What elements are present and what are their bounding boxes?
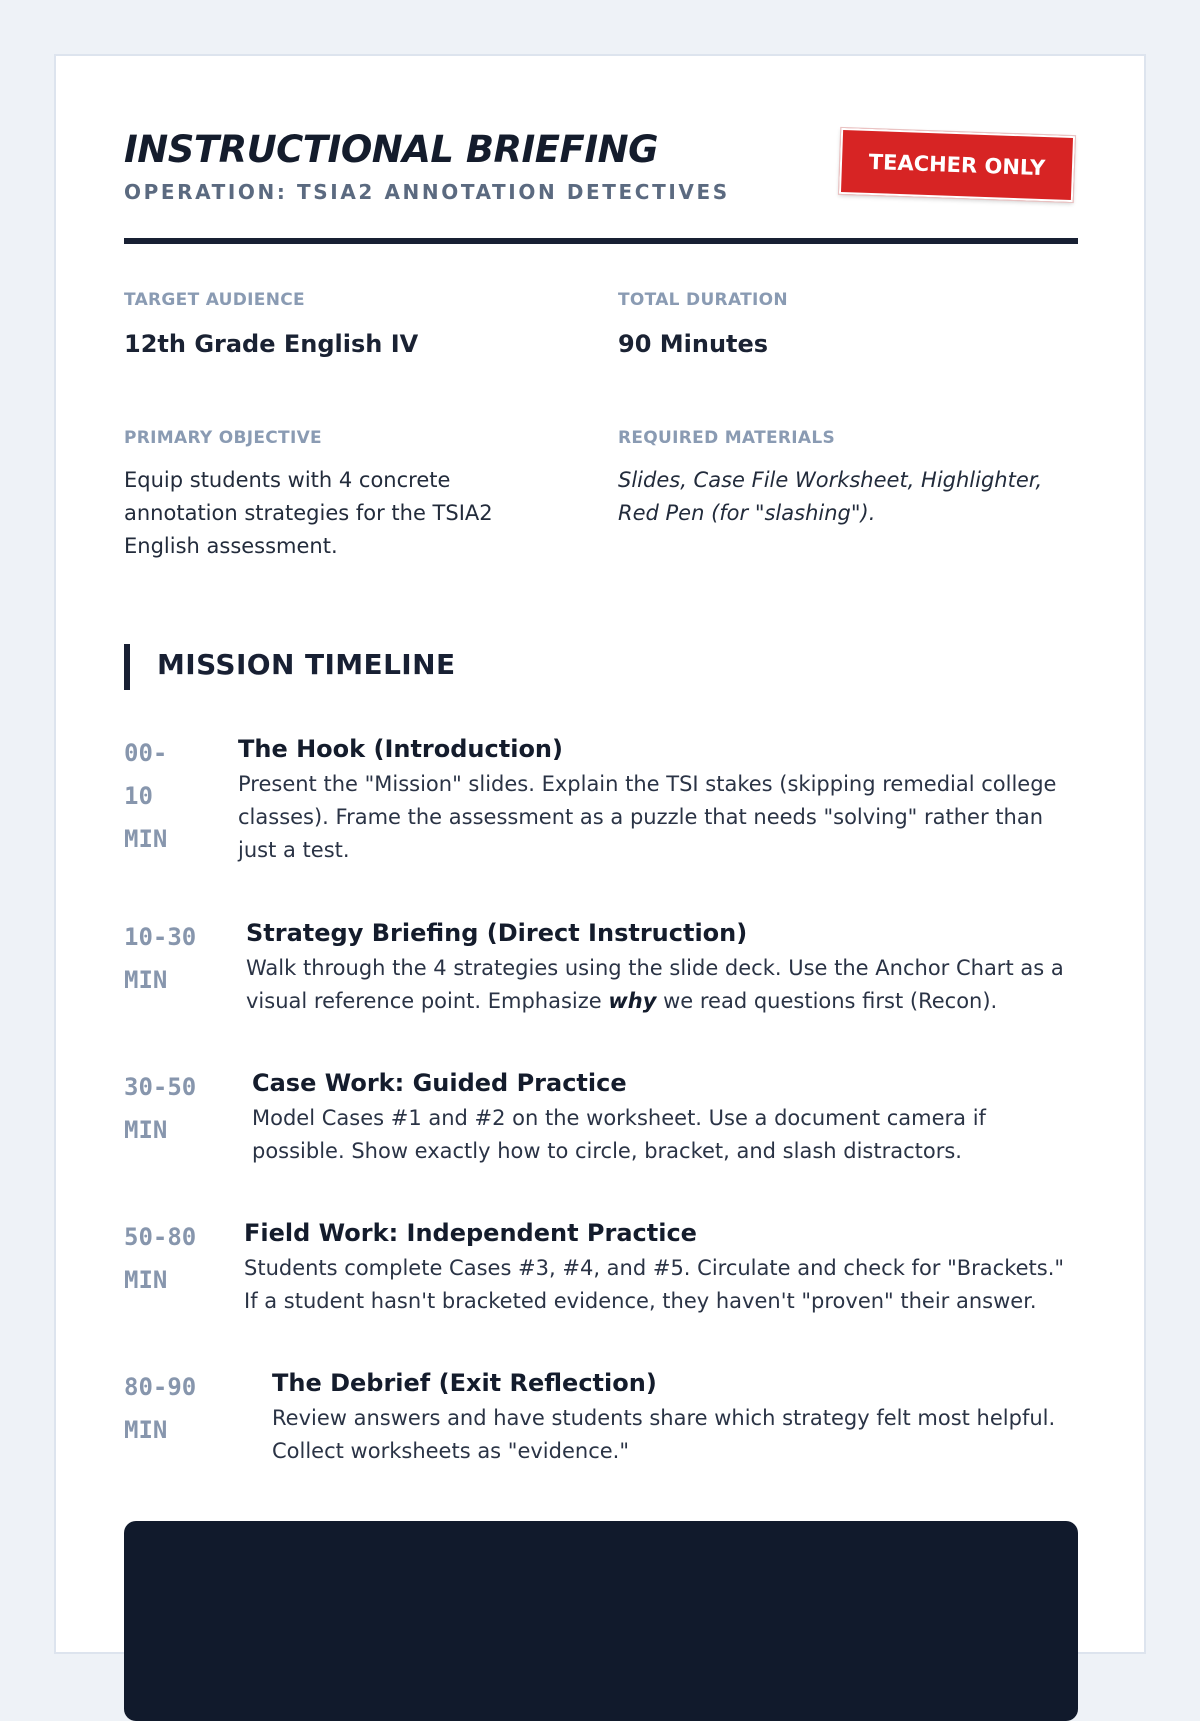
briefing-page [54,54,1146,1654]
time-part: 10-30 [124,923,197,951]
time-part: 30-50 [124,1073,197,1101]
timeline-body [252,1066,1042,1168]
timeline-time [124,1366,220,1452]
teacher-only-stamp: TEACHER ONLY [839,128,1075,202]
time-part: MIN [124,1416,168,1444]
materials-label: REQUIRED MATERIALS [618,428,836,448]
materials-value: Slides, Case File Worksheet, Highlighter, Red Pen (for "slashing"). [618,468,1043,525]
timeline-body [272,1366,1078,1468]
time-part: MIN [124,1116,168,1144]
timeline-item-desc: Review answers and have students share which strategy felt most helpful. Collect worksheets as "evidence." [272,1406,1056,1463]
heading-accent-bar [124,644,130,690]
time-part: MIN [124,966,168,994]
time-part: 10 [124,782,153,810]
timeline-body [238,732,1078,867]
timeline-title: MISSION TIMELINE [157,648,456,681]
timeline-time [124,1216,220,1302]
audience-label: TARGET AUDIENCE [124,290,305,310]
timeline-item-desc: Students complete Cases #3, #4, and #5. Circulate and check for "Brackets." If a student hasn't bracketed evidence, they haven't "proven" their answer. [244,1256,1065,1313]
page-subtitle: OPERATION: TSIA2 ANNOTATION DETECTIVES [124,180,730,204]
footer-panel [124,1521,1078,1721]
desc-text: we read questions first (Recon). [656,989,998,1013]
materials-block [618,428,1078,530]
timeline-item-title: The Debrief (Exit Reflection) [272,1369,657,1397]
timeline-body [244,1216,1078,1318]
timeline-heading [124,644,1078,690]
desc-text: Walk through the 4 strategies using the slide deck. Use the Anchor Chart as a visual reference point. Emphasize [246,956,1064,1013]
objective-label: PRIMARY OBJECTIVE [124,428,322,448]
page-title: INSTRUCTIONAL BRIEFING [124,128,658,171]
time-part: MIN [124,1266,168,1294]
timeline-item-title: Field Work: Independent Practice [244,1219,697,1247]
desc-emphasis: why [608,989,657,1013]
time-part: 80-90 [124,1373,197,1401]
duration-value: 90 Minutes [618,330,769,358]
duration-label: TOTAL DURATION [618,290,788,310]
audience-block [124,290,564,358]
timeline-item-desc: Model Cases #1 and #2 on the worksheet. Use a document camera if possible. Show exactly how to circle, bracket, and slash distractors. [252,1106,986,1163]
timeline-item-title: The Hook (Introduction) [238,735,563,763]
timeline-item-title: Case Work: Guided Practice [252,1069,627,1097]
header-divider [124,238,1078,244]
time-part: MIN [124,825,168,853]
audience-value: 12th Grade English IV [124,330,419,358]
time-part: 00- [124,739,168,767]
time-part: 50-80 [124,1223,197,1251]
timeline-body [246,916,1066,1018]
timeline-item-desc [246,952,1066,1018]
timeline-time [124,732,220,861]
timeline-item-title: Strategy Briefing (Direct Instruction) [246,919,748,947]
timeline-time [124,1066,220,1152]
timeline-item-desc: Present the "Mission" slides. Explain the TSI stakes (skipping remedial college classes). Frame the assessment as a puzzle that needs "solving" rather than just a test. [238,772,1057,862]
objective-value: Equip students with 4 concrete annotation strategies for the TSIA2 English assessment. [124,468,493,558]
objective-block [124,428,524,563]
timeline-time [124,916,220,1002]
duration-block [618,290,1078,358]
briefing-header [124,128,1078,242]
